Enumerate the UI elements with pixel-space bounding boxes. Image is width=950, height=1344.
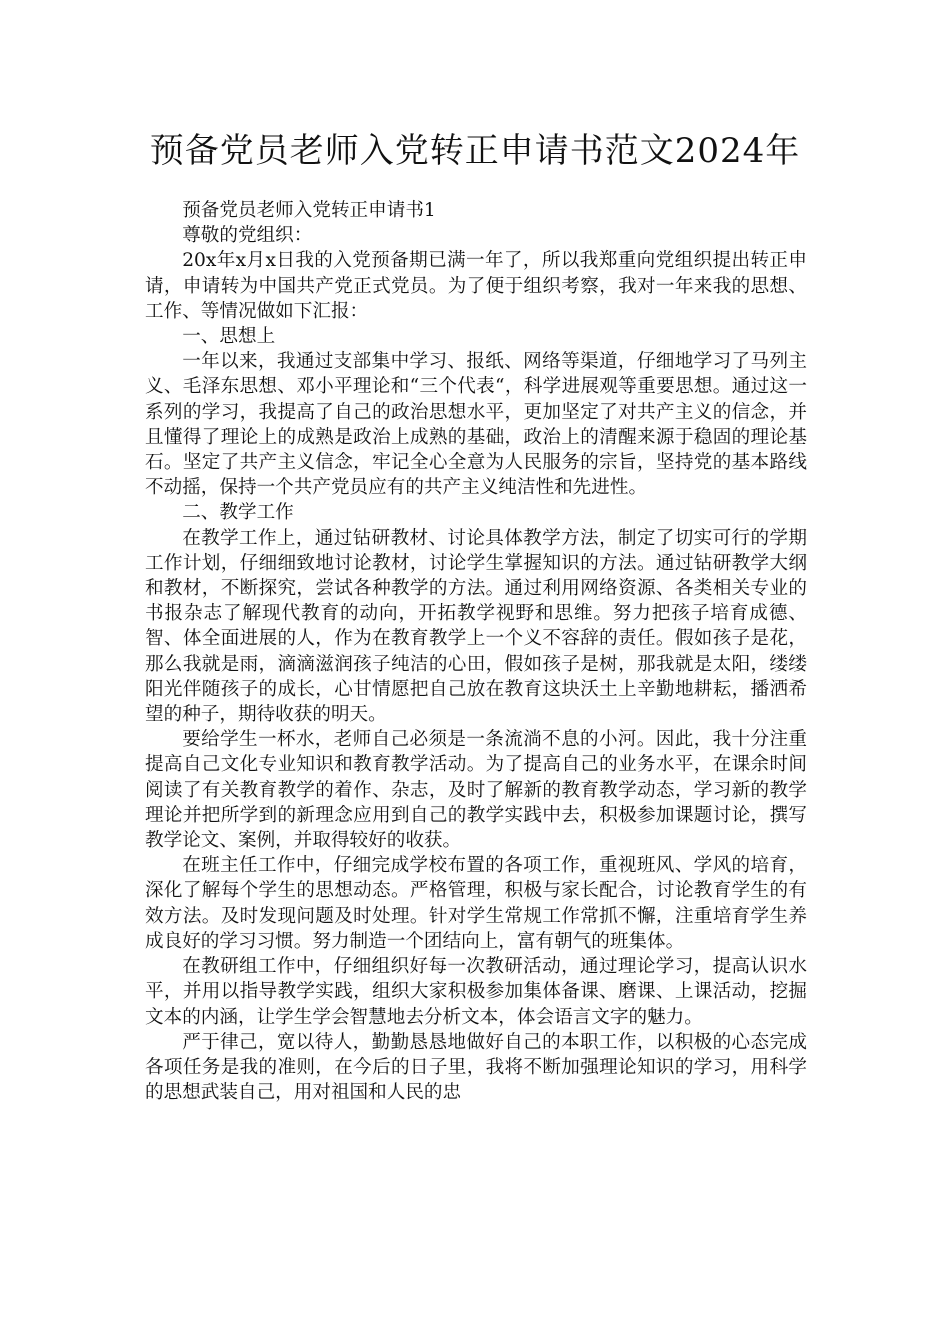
document-body bbox=[145, 198, 807, 1105]
paragraph: 在班主任工作中，仔细完成学校布置的各项工作，重视班风、学风的培育，深化了解每个学生的思想动态。严格管理，积极与家长配合，讨论教育学生的有效方法。及时发现问题及时处理。针对学生常规工作常抓不懈，注重培育学生养成良好的学习习惯。努力制造一个团结向上，富有朝气的班集体。 bbox=[145, 855, 807, 952]
paragraph: 严于律己，宽以待人，勤勤恳恳地做好自己的本职工作，以积极的心态完成各项任务是我的准则，在今后的日子里，我将不断加强理论知识的学习，用科学的思想武装自己，用对祖国和人民的忠 bbox=[145, 1031, 807, 1104]
paragraph: 一年以来，我通过支部集中学习、报纸、网络等渠道，仔细地学习了马列主义、毛泽东思想、邓小平理论和“三个代表“，科学进展观等重要思想。通过这一系列的学习，我提高了自己的政治思想水平，更加坚定了对共产主义的信念，并且懂得了理论上的成熟是政治上成熟的基础，政治上的清醒来源于稳固的理论基石。坚定了共产主义信念，牢记全心全意为人民服务的宗旨，坚持党的基本路线不动摇，保持一个共产党员应有的共产主义纯洁性和先进性。 bbox=[145, 351, 807, 499]
document-title: 预备党员老师入党转正申请书范文2024年 bbox=[149, 131, 801, 171]
paragraph-salutation: 尊敬的党组织： bbox=[182, 225, 313, 247]
paragraph: 要给学生一杯水，老师自己必须是一条流淌不息的小河。因此，我十分注重提高自己文化专业知识和教育教学活动。为了提高自己的业务水平，在课余时间阅读了有关教育教学的着作、杂志，及时了解新的教育教学动态，学习新的教学理论并把所学到的新理念应用到自己的教学实践中去，积极参加课题讨论，撰写教学论文、案例，并取得较好的收获。 bbox=[145, 729, 807, 852]
paragraph: 20x年x月x日我的入党预备期已满一年了，所以我郑重向党组织提出转正申请，申请转为中国共产党正式党员。为了便于组织考察，我对一年来我的思想、工作、等情况做如下汇报： bbox=[145, 250, 807, 322]
paragraph: 在教学工作上，通过钻研教材、讨论具体教学方法，制定了切实可行的学期工作计划，仔细细致地讨论教材，讨论学生掌握知识的方法。通过钻研教学大纲和教材，不断探究，尝试各种教学的方法。通过利用网络资源、各类相关专业的书报杂志了解现代教育的动向，开拓教学视野和思维。努力把孩子培育成德、智、体全面进展的人，作为在教育教学上一个义不容辞的责任。假如孩子是花，那么我就是雨，滴滴滋润孩子纯洁的心田，假如孩子是树，那我就是太阳，缕缕阳光伴随孩子的成长，心甘情愿把自己放在教育这块沃土上辛勤地耕耘，播洒希望的种子，期待收获的明天。 bbox=[145, 527, 807, 726]
section-heading: 一、思想上 bbox=[182, 326, 276, 348]
paragraph-heading: 预备党员老师入党转正申请书1 bbox=[182, 200, 436, 221]
paragraph: 在教研组工作中，仔细组织好每一次教研活动，通过理论学习，提高认识水平，并用以指导教学实践，组织大家积极参加集体备课、磨课、上课活动，挖掘文本的内涵，让学生学会智慧地去分析文本，体会语言文字的魅力。 bbox=[145, 956, 807, 1028]
section-heading: 二、教学工作 bbox=[182, 502, 294, 524]
